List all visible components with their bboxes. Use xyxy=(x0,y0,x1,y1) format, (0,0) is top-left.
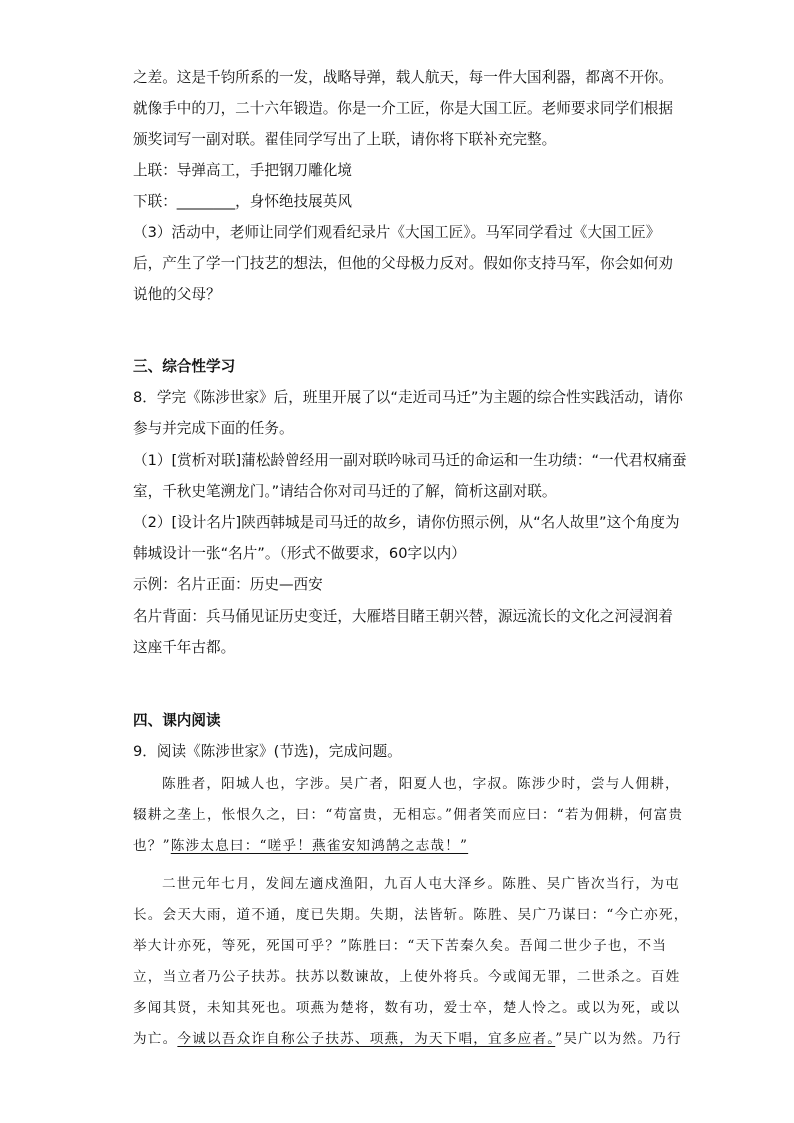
passage-para2-line-2: 长。会天大雨，道不通，度已失期。失期，法皆斩。陈胜、吴广乃谋曰：“今亡亦死， xyxy=(133,907,689,923)
q8-line-1: 8．学完《陈涉世家》后，班里开展了以“走近司马迁”为主题的综合性实践活动，请你 xyxy=(133,389,683,406)
passage-text: 也？” xyxy=(133,838,171,854)
passage-para1-line-2: 辍耕之垄上，怅恨久之，曰：“苟富贵，无相忘。”佣者笑而应曰：“若为佣耕，何富贵 xyxy=(133,807,684,823)
q7-text-line-2: 就像手中的刀，二十六年锻造。你是一介工匠，你是大国工匠。老师要求同学们根据 xyxy=(133,100,673,117)
q9-prompt: 9．阅读《陈涉世家》(节选)，完成问题。 xyxy=(133,743,402,760)
q8-part2-line-2: 韩城设计一张“名片”。（形式不做要求，60字以内） xyxy=(133,545,466,562)
card-back-line-2: 这座千年古都。 xyxy=(133,639,236,656)
card-example: 示例：名片正面：历史—西安 xyxy=(133,576,323,593)
couplet-lower: 下联：________，身怀绝技展英风 xyxy=(133,193,352,210)
q8-part1-line-2: 室，千秋史笔溯龙门。”请结合你对司马迁的了解，简析这副对联。 xyxy=(133,483,557,500)
passage-para1-line-1: 陈胜者，阳城人也，字涉。吴广者，阳夏人也，字叔。陈涉少时，尝与人佣耕， xyxy=(162,776,680,792)
q8-part1-line-1: （1）[赏析对联]蒲松龄曾经用一副对联吟咏司马迁的命运和一生功绩：“一代君权痛蚕 xyxy=(133,452,687,469)
passage-para2-line-6 xyxy=(133,1029,682,1049)
card-back-line-1: 名片背面：兵马俑见证历史变迁，大雁塔目睹王朝兴替，源远流长的文化之河浸润着 xyxy=(133,608,673,625)
passage-para2-line-3: 举大计亦死，等死，死国可乎？”陈胜曰：“天下苦秦久矣。吾闻二世少子也，不当 xyxy=(133,938,668,954)
q7-text-line-3: 颁奖词写一副对联。翟佳同学写出了上联，请你将下联补充完整。 xyxy=(133,131,557,148)
couplet-upper: 上联：导弹高工，手把钢刀雕化境 xyxy=(133,162,352,179)
q8-part2-line-1: （2）[设计名片]陕西韩城是司马迁的故乡，请你仿照示例，从“名人故里”这个角度为 xyxy=(133,514,680,531)
q7-part3-line-2: 后，产生了学一门技艺的想法，但他的父母极力反对。假如你支持马军，你会如何劝 xyxy=(133,255,673,272)
passage-para1-line-3 xyxy=(133,836,468,856)
q7-part3-line-3: 说他的父母？ xyxy=(133,286,221,303)
passage-para2-line-4: 立，当立者乃公子扶苏。扶苏以数谏故，上使外将兵。今或闻无罪，二世杀之。百姓 xyxy=(133,969,681,985)
passage-para2-line-1: 二世元年七月，发闾左適戍渔阳，九百人屯大泽乡。陈胜、吴广皆次当行，为屯 xyxy=(162,876,680,892)
q7-part3-line-1: （3）活动中，老师让同学们观看纪录片《大国工匠》。马军同学看过《大国工匠》 xyxy=(133,224,661,241)
section-heading-3: 三、综合性学习 xyxy=(133,358,236,375)
q7-text-line-1: 之差。这是千钧所系的一发，战略导弹，载人航天，每一件大国利器，都离不开你。 xyxy=(133,69,673,86)
section-heading-4: 四、课内阅读 xyxy=(133,712,221,729)
q8-line-2: 参与并完成下面的任务。 xyxy=(133,420,294,437)
underlined-sentence: 今诚以吾众诈自称公子扶苏、项燕，为天下唱，宜多应者。 xyxy=(177,1031,556,1047)
underlined-sentence: 陈涉太息曰：“嗟乎！燕雀安知鸿鹄之志哉！” xyxy=(170,838,469,854)
passage-text: 为亡。 xyxy=(133,1031,178,1047)
passage-para2-line-5: 多闻其贤，未知其死也。项燕为楚将，数有功，爱士卒，楚人怜之。或以为死，或以 xyxy=(133,1000,681,1016)
passage-text: ”吴广以为然。乃行 xyxy=(555,1031,682,1047)
